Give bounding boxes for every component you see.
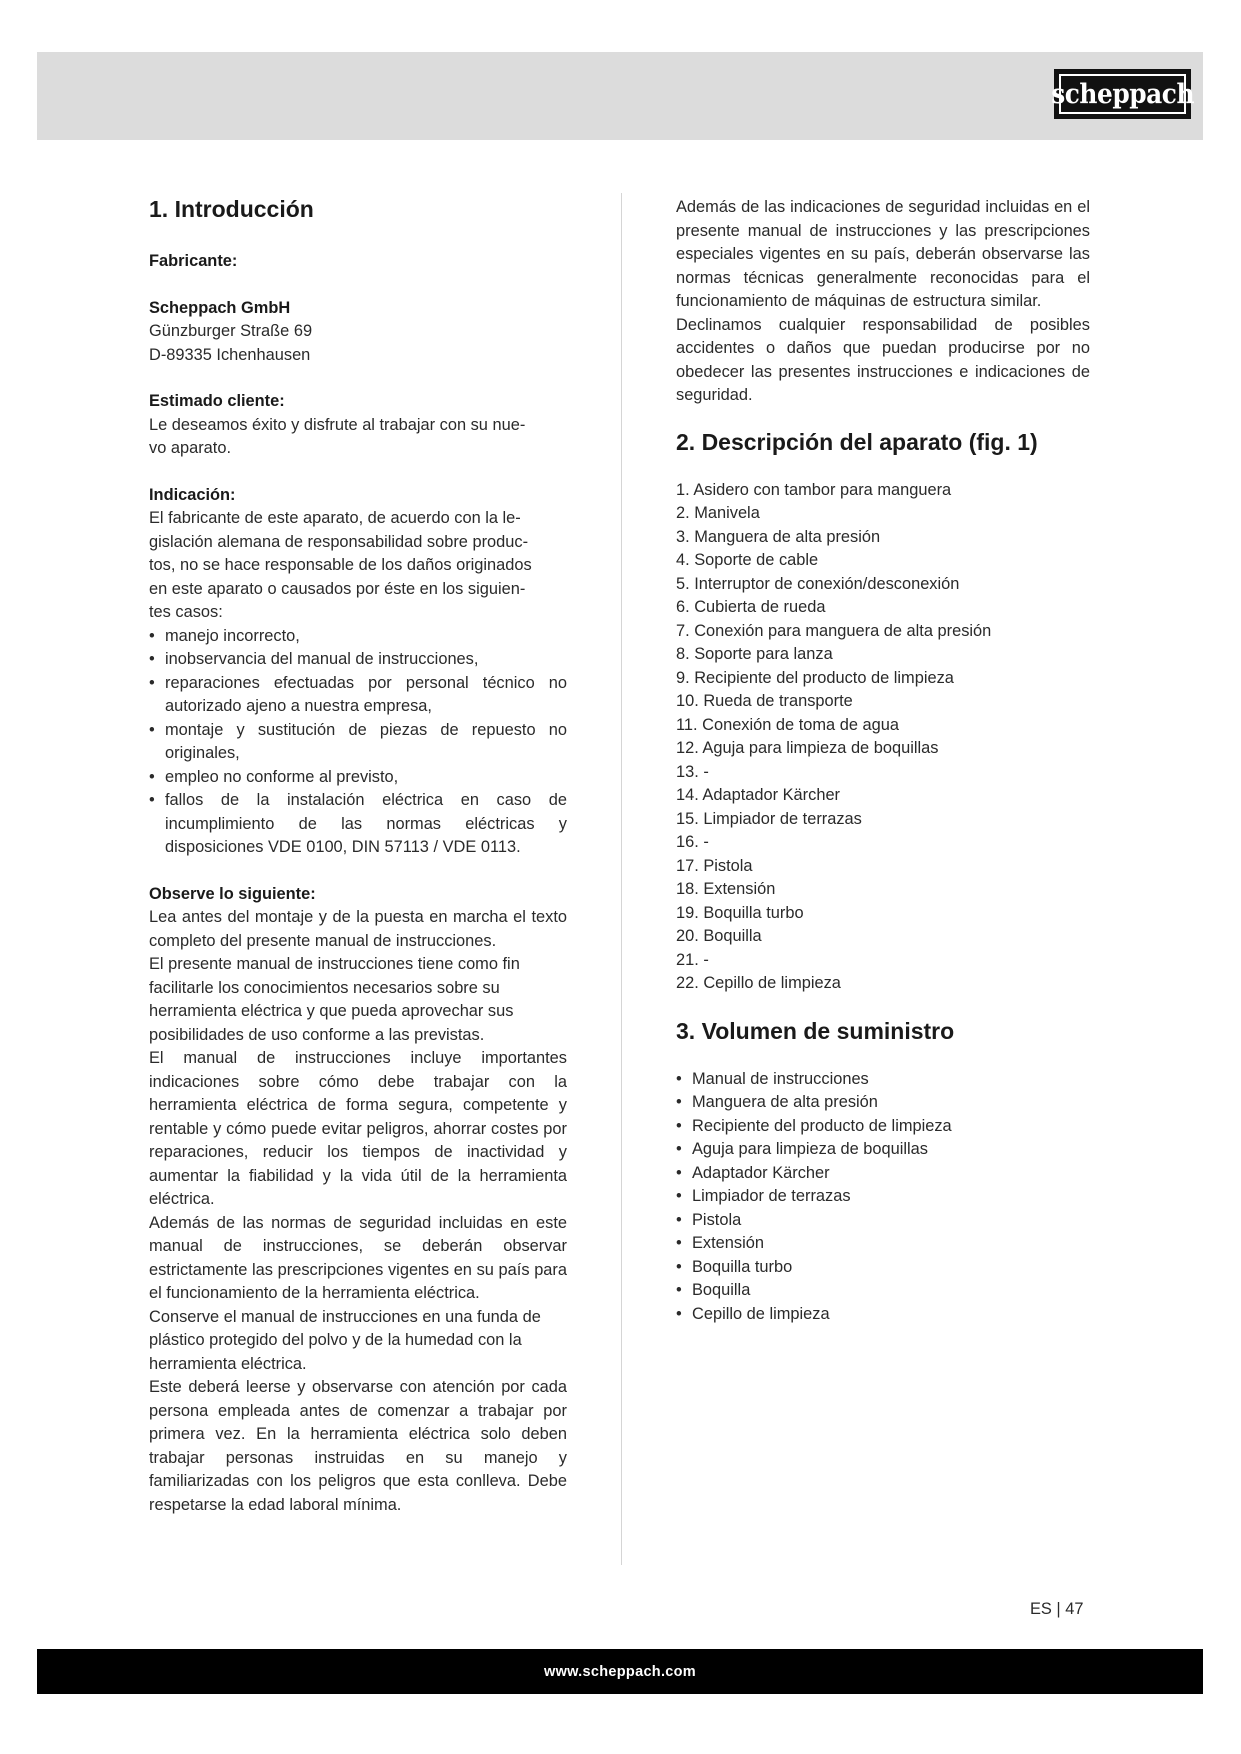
list-item: 2. Manivela — [676, 504, 760, 522]
list-item: • inobservancia del manual de instrucciones, — [149, 648, 567, 672]
list-item: • Pistola — [676, 1209, 1090, 1233]
observe-paragraph: Conserve el manual de instrucciones en una funda de plástico protegido del polvo y de la humedad con la herramienta eléctrica. — [149, 1307, 541, 1373]
observe-paragraph: El presente manual de instrucciones tiene como fin facilitarle los conocimientos necesarios sobre su herramienta eléctrica y que pueda aprovechar sus posibilidades de uso conforme a las previstas. — [149, 955, 520, 1044]
list-item: • Extensión — [676, 1232, 1090, 1256]
footer-band — [37, 1649, 1203, 1694]
note-label: Indicación: — [149, 485, 236, 504]
list-item: • Limpiador de terrazas — [676, 1185, 1090, 1209]
dear-customer-line: Le deseamos éxito y disfrute al trabajar con su nue- — [149, 415, 526, 434]
supply-heading: 3. Volumen de suministro — [676, 1017, 955, 1044]
list-item: 4. Soporte de cable — [676, 551, 819, 569]
list-item: 21. - — [676, 950, 709, 969]
note-line: en este aparato o causados por éste en los siguien- — [149, 579, 526, 598]
safety-paragraph: Además de las indicaciones de seguridad incluidas en el presente manual de instrucciones y las prescripciones especiales vigentes en su país, deberán observarse las normas técnicas generalmente reconocidas para el funcionamiento de máquinas de estructura similar. — [676, 198, 1090, 310]
list-item: 3. Manguera de alta presión — [676, 527, 881, 546]
dear-customer-label: Estimado cliente: — [149, 392, 285, 410]
list-item: 16. - — [676, 833, 709, 851]
supply-list — [676, 1068, 1090, 1327]
observe-paragraph: Además de las normas de seguridad incluidas en este manual de instrucciones, se deberán observar estrictamente las prescripciones vigentes en su país para el funcionamiento de la herramienta eléctrica. — [149, 1213, 567, 1302]
note-line: tos, no se hace responsable de los daños originados — [149, 556, 532, 574]
list-item: • Boquilla — [676, 1279, 1090, 1303]
list-item: • empleo no conforme al previsto, — [149, 766, 567, 790]
list-item: • fallos de la instalación eléctrica en caso de incumplimiento de las normas eléctricas y disposiciones VDE 0100, DIN 57113 / VDE 0113. — [149, 789, 567, 860]
list-item: 11. Conexión de toma de agua — [676, 715, 899, 734]
note-line: tes casos: — [149, 603, 223, 621]
parts-list — [676, 479, 1090, 996]
left-column — [149, 194, 567, 1517]
column-divider — [621, 193, 622, 1565]
list-item: 19. Boquilla turbo — [676, 903, 804, 922]
list-item: • Aguja para limpieza de boquillas — [676, 1138, 1090, 1162]
intro-heading: 1. Introducción — [149, 196, 314, 222]
list-item: 1. Asidero con tambor para manguera — [676, 480, 952, 499]
list-item: • montaje y sustitución de piezas de repuesto no originales, — [149, 719, 567, 766]
logo-text: scheppach — [1051, 78, 1194, 110]
observe-paragraph: Este deberá leerse y observarse con atención por cada persona empleada antes de comenzar a trabajar por primera vez. En la herramienta eléctrica solo deben trabajar personas instruidas en su manejo y familiarizadas con los peligros que esta conlleva. Debe respetarse la edad laboral mínima. — [149, 1378, 567, 1514]
list-item: 12. Aguja para limpieza de boquillas — [676, 739, 939, 757]
observe-label: Observe lo siguiente: — [149, 884, 316, 903]
list-item: • Adaptador Kärcher — [676, 1162, 1090, 1186]
list-item: • Manguera de alta presión — [676, 1091, 1090, 1115]
liability-cases-list — [149, 625, 567, 860]
list-item: 18. Extensión — [676, 880, 776, 898]
list-item: 13. - — [676, 762, 709, 781]
list-item: 7. Conexión para manguera de alta presión — [676, 621, 992, 640]
observe-paragraph: Lea antes del montaje y de la puesta en marcha el texto completo del presente manual de instrucciones. — [149, 908, 567, 950]
manufacturer-label: Fabricante: — [149, 252, 238, 270]
list-item: • manejo incorrecto, — [149, 625, 567, 649]
list-item: 20. Boquilla — [676, 927, 762, 945]
list-item: 6. Cubierta de rueda — [676, 598, 826, 616]
description-heading: 2. Descripción del aparato (fig. 1) — [676, 428, 1038, 455]
dear-customer-line: vo aparato. — [149, 439, 232, 457]
header-band — [37, 52, 1203, 140]
scheppach-logo — [1051, 69, 1194, 119]
list-item: 15. Limpiador de terrazas — [676, 809, 862, 828]
liability-paragraph: Declinamos cualquier responsabilidad de posibles accidentes o daños que puedan producirse por no obedecer las presentes instrucciones e indicaciones de seguridad. — [676, 315, 1090, 404]
website-link[interactable]: www.scheppach.com — [543, 1663, 697, 1680]
address-street: Günzburger Straße 69 — [149, 322, 313, 340]
list-item: 9. Recipiente del producto de limpieza — [676, 668, 954, 687]
list-item: 10. Rueda de transporte — [676, 692, 853, 710]
page-number: ES | 47 — [1030, 1600, 1084, 1618]
company-name: Scheppach GmbH — [149, 298, 291, 317]
right-column — [676, 196, 1090, 1326]
list-item: 17. Pistola — [676, 856, 753, 875]
note-line: gislación alemana de responsabilidad sobre produc- — [149, 532, 529, 551]
list-item: • Cepillo de limpieza — [676, 1303, 1090, 1327]
note-line: El fabricante de este aparato, de acuerdo con la le- — [149, 509, 521, 527]
list-item: • Boquilla turbo — [676, 1256, 1090, 1280]
list-item: 14. Adaptador Kärcher — [676, 786, 841, 804]
list-item: 22. Cepillo de limpieza — [676, 974, 841, 992]
address-city: D-89335 Ichenhausen — [149, 345, 311, 364]
list-item: 5. Interruptor de conexión/desconexión — [676, 574, 960, 593]
list-item: • Recipiente del producto de limpieza — [676, 1115, 1090, 1139]
list-item: 8. Soporte para lanza — [676, 645, 833, 663]
observe-paragraph: El manual de instrucciones incluye importantes indicaciones sobre cómo debe trabajar con la herramienta eléctrica de forma segura, competente y rentable y cómo puede evitar peligros, ahorrar costes por reparaciones, reducir los tiempos de inactividad y aumentar la fiabilidad y la vida útil de la herramienta eléctrica. — [149, 1049, 567, 1208]
list-item: • reparaciones efectuadas por personal técnico no autorizado ajeno a nuestra empresa, — [149, 672, 567, 719]
list-item: • Manual de instrucciones — [676, 1068, 1090, 1092]
